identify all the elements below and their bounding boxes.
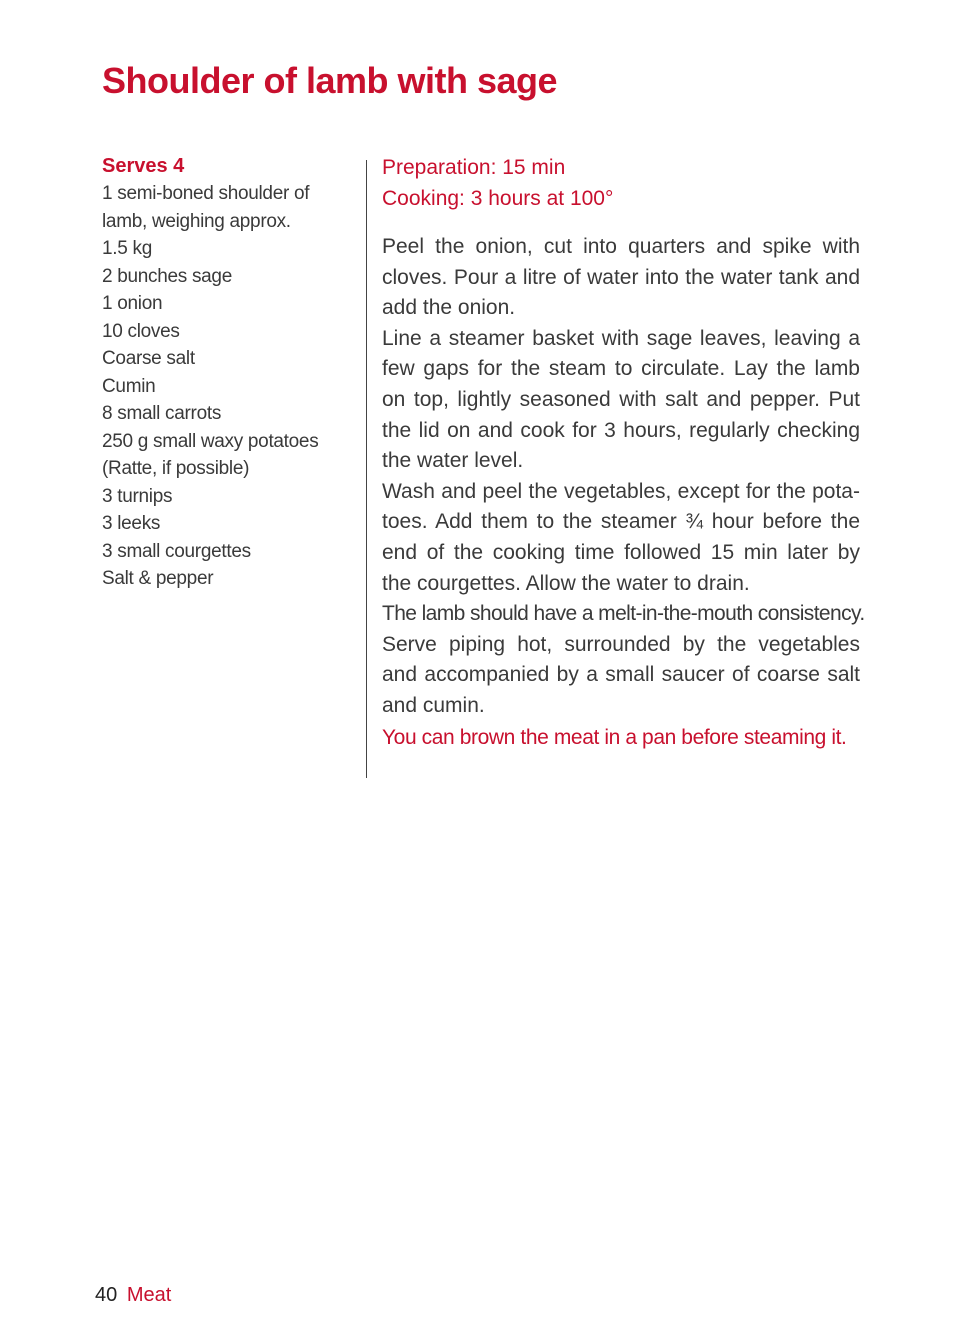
page-title: Shoulder of lamb with sage — [102, 60, 558, 101]
serves-heading: Serves 4 — [102, 155, 185, 177]
page-footer — [95, 1282, 171, 1308]
page-number: 40 — [95, 1284, 118, 1306]
ingredient-line: (Ratte, if possible) — [102, 458, 250, 479]
ingredient-line: 3 leeks — [102, 513, 161, 534]
ingredient-line: 3 turnips — [102, 485, 173, 507]
method-paragraph: Line a steamer basket with sage leaves, leaving a few gaps for the steam to circulate. Lay the lamb on top, lightly seasoned with salt and pepper. Put the lid on and cook for 3 hours, regularly checking the water level. — [382, 326, 860, 473]
ingredient-line: 1 onion — [102, 293, 163, 314]
cooking-tip: You can brown the meat in a pan before steaming it. — [382, 725, 847, 749]
ingredient-line: 1.5 kg — [102, 238, 152, 259]
ingredient-line: 8 small carrots — [102, 403, 222, 424]
method-paragraph: Peel the onion, cut into quarters and spike with cloves. Pour a litre of water into the water tank and add the onion. — [382, 235, 860, 320]
method-paragraph: Serve piping hot, surrounded by the vegetables and accompanied by a small saucer of coarse salt and cumin. — [382, 632, 860, 717]
ingredient-line: Coarse salt — [102, 348, 195, 369]
ingredient-line: 10 cloves — [102, 320, 180, 342]
method-column — [382, 152, 865, 753]
preparation-time: Preparation: 15 min — [382, 156, 566, 179]
method-steps — [382, 232, 865, 722]
ingredients-column — [102, 152, 352, 593]
column-divider — [366, 160, 367, 778]
method-paragraph: Wash and peel the vegetables, except for the potatoes. Add them to the steamer ¾ hour before the end of the cooking time followed 15 min later by the courgettes. Allow the water to drain. — [382, 479, 860, 595]
ingredient-line: 2 bunches sage — [102, 265, 232, 287]
ingredient-line: 250 g small waxy potatoes — [102, 430, 319, 452]
ingredient-line: Cumin — [102, 375, 156, 397]
ingredient-line: 3 small courgettes — [102, 540, 251, 562]
section-label: Meat — [126, 1284, 172, 1306]
cooking-time: Cooking: 3 hours at 100° — [382, 187, 614, 210]
ingredient-line: 1 semi-boned shoulder of — [102, 183, 310, 204]
ingredients-list — [102, 180, 352, 593]
timing-block — [382, 152, 860, 214]
ingredient-line: lamb, weighing approx. — [102, 210, 291, 232]
method-paragraph: The lamb should have a melt-in-the-mouth consistency. — [382, 602, 865, 626]
ingredient-line: Salt & pepper — [102, 568, 214, 589]
